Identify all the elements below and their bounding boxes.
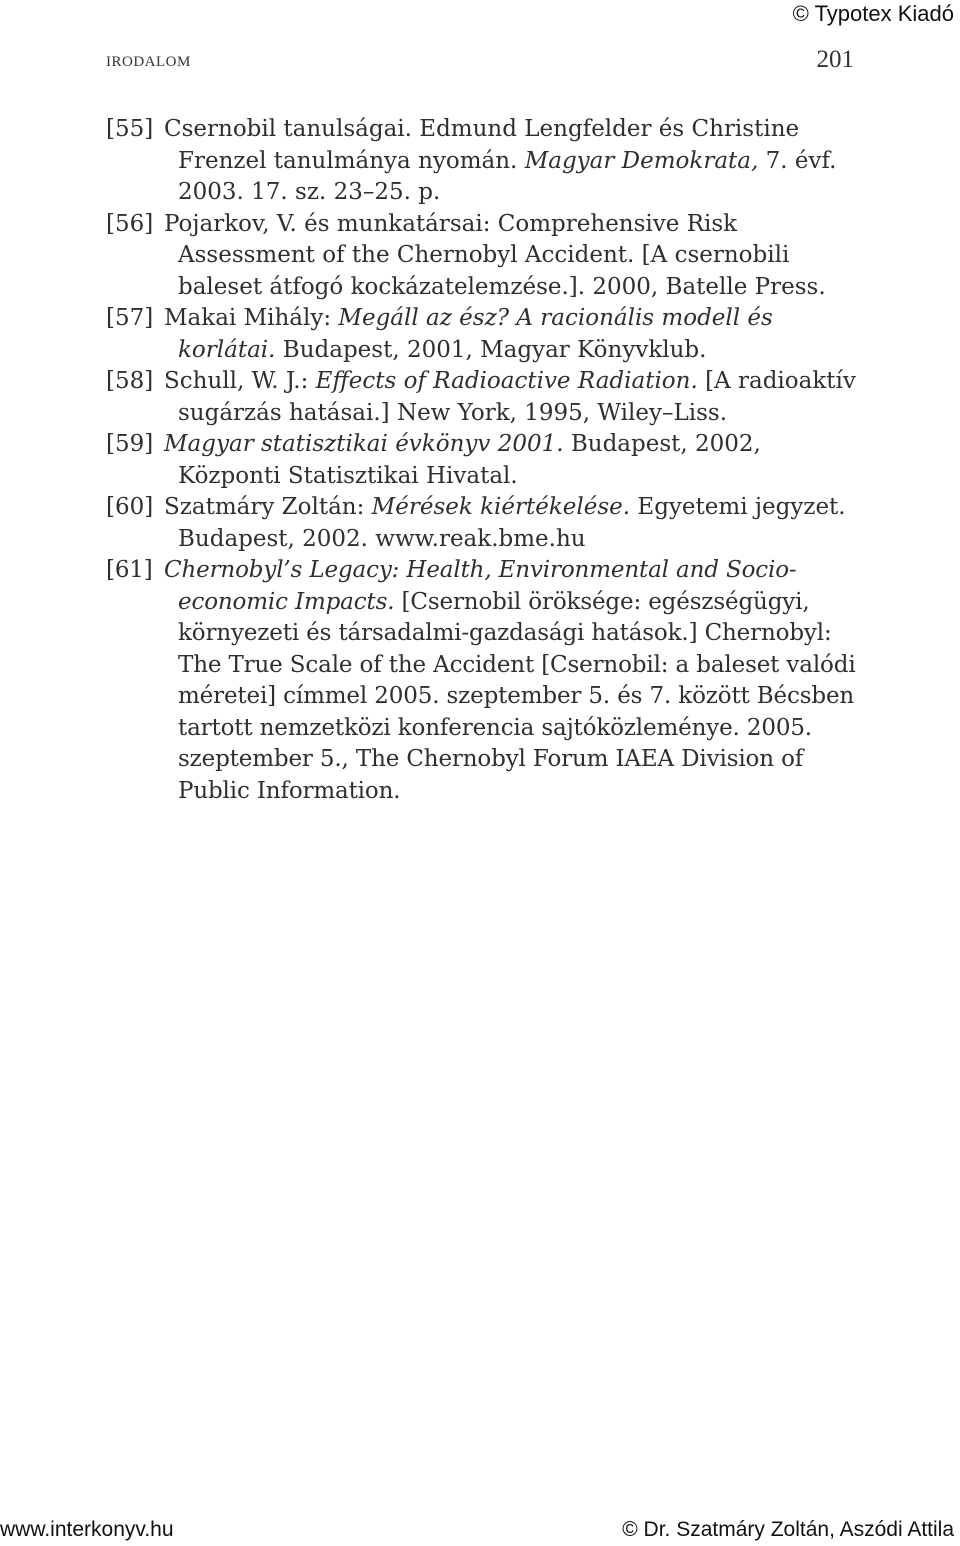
reference-item (106, 366, 856, 429)
reference-item (106, 114, 856, 209)
reference-list (106, 114, 856, 807)
reference-text: Pojarkov, V. és munkatársai: Comprehensive Risk Assessment of the Chernobyl Accident. [A csernobili baleset átfogó kockázatelemzése.]. 2000, Batelle Press. (164, 210, 826, 300)
reference-text: Schull, W. J.: (164, 368, 316, 394)
reference-item (106, 303, 856, 366)
reference-text: [Csernobil öröksége: egészségügyi, környezeti és társadalmi-gazdasági hatások.] Chernobyl: The True Scale of the Accident [Csernobil: a baleset valódi méretei] címmel 2005. szeptember 5. és 7. között Bécsben tartott nemzetközi konferencia sajtóközleménye. 2005. szeptember 5., The Chernobyl Forum IAEA Division of Public Information. (178, 588, 856, 804)
reference-item (106, 492, 856, 555)
reference-title: Megáll az ész? A racionális modell és korlátai. (178, 305, 773, 363)
reference-number: [55] (106, 116, 154, 142)
reference-item (106, 429, 856, 492)
footer-authors-copyright: © Dr. Szatmáry Zoltán, Aszódi Attila (622, 1518, 954, 1541)
reference-title: Effects of Radioactive Radiation. (315, 368, 698, 394)
reference-item (106, 555, 856, 807)
reference-title: Magyar Demokrata, (524, 147, 759, 174)
reference-text: 7. évf. 2003. 17. sz. 23–25. p. (178, 147, 837, 205)
reference-text: [A radioaktív sugárzás hatásai.] New York, 1995, Wiley–Liss. (178, 368, 856, 426)
reference-number: [61] (106, 557, 153, 583)
publisher-copyright: © Typotex Kiadó (792, 1, 954, 26)
reference-number: [58] (106, 368, 154, 394)
reference-text: Csernobil tanulságai. Edmund Lengfelder és Christine Frenzel tanulmánya nyomán. (164, 116, 800, 174)
reference-text: Szatmáry Zoltán: (164, 494, 372, 520)
page-number: 201 (816, 46, 854, 73)
reference-text: Egyetemi jegyzet. Budapest, 2002. www.reak.bme.hu (178, 494, 846, 552)
reference-number: [60] (106, 494, 154, 520)
running-head: IRODALOM (106, 54, 191, 70)
footer-website: www.interkonyv.hu (0, 1518, 174, 1541)
reference-number: [59] (106, 431, 154, 457)
reference-number: [56] (106, 210, 154, 237)
reference-title: Chernobyl’s Legacy: Health, Environmental and Socio-economic Impacts. (164, 557, 797, 615)
reference-title: Magyar statisztikai évkönyv 2001. (164, 431, 564, 457)
reference-text: Makai Mihály: (164, 305, 339, 331)
reference-text: Budapest, 2001, Magyar Könyvklub. (275, 336, 707, 363)
reference-title: Mérések kiértékelése. (371, 494, 631, 520)
reference-number: [57] (106, 305, 154, 331)
reference-item (106, 209, 856, 304)
reference-text: Budapest, 2002, Központi Statisztikai Hivatal. (178, 431, 761, 489)
